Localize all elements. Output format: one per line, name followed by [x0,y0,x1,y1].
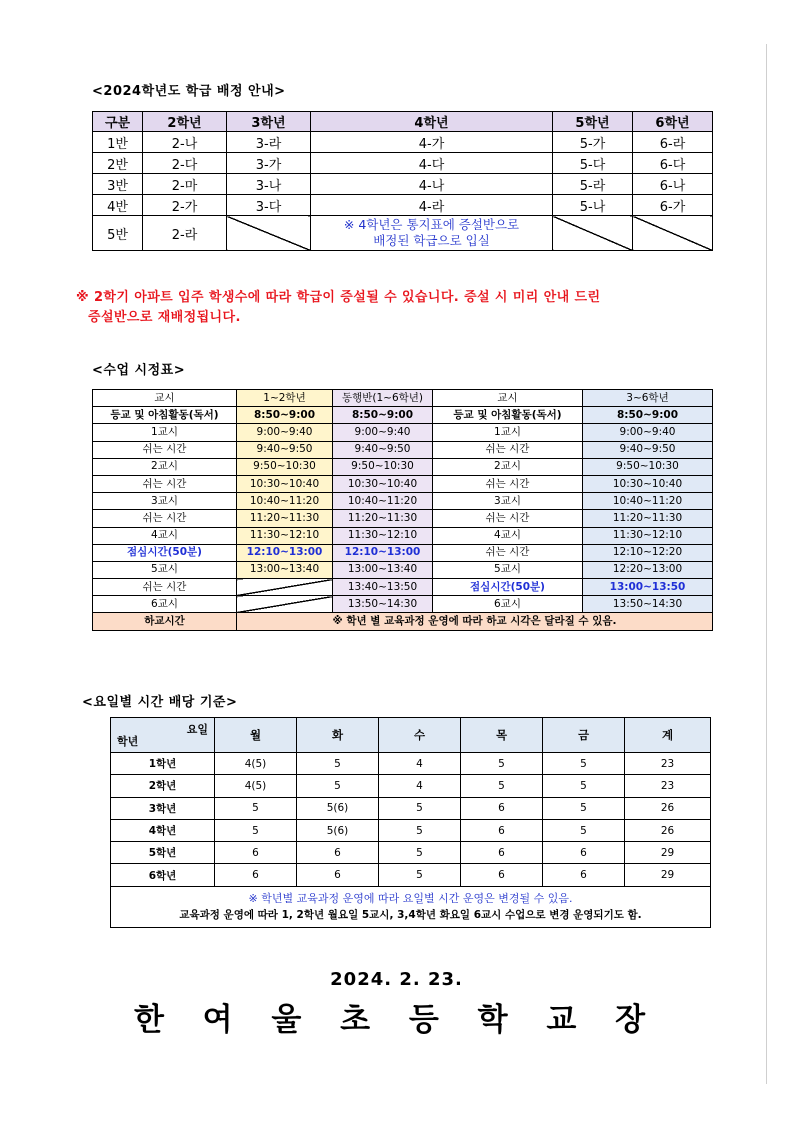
cell: 5 [543,819,625,841]
cell: 5 [461,753,543,775]
cell: 2교시 [433,458,583,475]
cell: 11:30~12:10 [237,527,333,544]
warning-line1: ※ 2학기 아파트 입주 학생수에 따라 학급이 증설될 수 있습니다. 증설 시 미리 안내 드린 [76,290,601,305]
cell: 29 [625,864,711,886]
header-cell: 6학년 [633,112,713,132]
cell: 5 [297,753,379,775]
cell: 6교시 [433,596,583,613]
cell: 2-다 [143,153,227,174]
cell: 6 [297,842,379,864]
cell: 6 [215,842,297,864]
weekday-note1: ※ 학년별 교육과정 운영에 따라 요일별 시간 운영은 변경될 수 있음. [248,891,573,905]
cell: 3-가 [227,153,311,174]
weekday-hours-title: <요일별 시간 배당 기준> [82,695,238,710]
cell: 10:30~10:40 [333,475,433,492]
cell: 6교시 [93,596,237,613]
cell: 9:40~9:50 [333,441,433,458]
cell: 5 [543,753,625,775]
cell: 쉬는 시간 [433,441,583,458]
table-header-row [93,112,713,132]
cell: 12:10~12:20 [583,544,713,561]
header-cell: 월 [215,718,297,753]
empty-slash-cell [633,216,713,251]
cell: 9:50~10:30 [333,458,433,475]
cell: 2교시 [93,458,237,475]
cell: 6-가 [633,195,713,216]
dismissal-label: 하교시간 [93,613,237,630]
table-row [93,527,713,544]
table-row [111,775,711,797]
cell: 5 [215,797,297,819]
header-cell: 1~2학년 [237,390,333,407]
cell: 쉬는 시간 [93,441,237,458]
table-footer-row [93,613,713,630]
table-row [111,753,711,775]
table-row [93,458,713,475]
header-cell: 5학년 [553,112,633,132]
header-cell: 계 [625,718,711,753]
header-cell: 교시 [93,390,237,407]
table-row [111,842,711,864]
cell: 5교시 [433,561,583,578]
table-footer-row [111,886,711,927]
cell: 13:40~13:50 [333,579,433,596]
cell: 2-가 [143,195,227,216]
header-cell: 목 [461,718,543,753]
cell: 5 [543,775,625,797]
table-row [93,407,713,424]
grade-day-corner-cell [111,718,215,753]
empty-slash-cell [553,216,633,251]
cell: 8:50~9:00 [237,407,333,424]
cell: 4-나 [311,174,553,195]
table-header-row [111,718,711,753]
cell: 10:30~10:40 [583,475,713,492]
warning-line2: 증설반으로 재배정됩니다. [88,310,241,325]
table-row [93,544,713,561]
cell: 4-라 [311,195,553,216]
cell: 6 [461,797,543,819]
table-row [93,441,713,458]
cell: 6 [297,864,379,886]
cell: 26 [625,797,711,819]
cell: 9:50~10:30 [583,458,713,475]
cell: 3-라 [227,132,311,153]
header-cell: 수 [379,718,461,753]
cell: 5-라 [553,174,633,195]
cell: 4(5) [215,753,297,775]
grade-label: 2학년 [111,775,215,797]
cell: 2-라 [143,216,227,251]
timetable [92,389,713,631]
cell: 쉬는 시간 [93,475,237,492]
cell: 5-다 [553,153,633,174]
cell: 5 [215,819,297,841]
timetable-title: <수업 시정표> [92,363,186,378]
cell: 10:40~11:20 [583,493,713,510]
cell: 2반 [93,153,143,174]
cell: 12:10~13:00 [237,544,333,561]
cell: 8:50~9:00 [333,407,433,424]
cell: 4교시 [93,527,237,544]
cell: 5 [461,775,543,797]
table-row [93,424,713,441]
grade-label: 5학년 [111,842,215,864]
cell: 3-다 [227,195,311,216]
grade-label: 1학년 [111,753,215,775]
class-assignment-table [92,111,713,251]
cell: 5 [379,864,461,886]
cell: 3반 [93,174,143,195]
cell: 23 [625,753,711,775]
grade4-note-line1: ※ 4학년은 통지표에 증설반으로 [343,217,520,232]
table-row [93,561,713,578]
cell: 11:20~11:30 [333,510,433,527]
cell: 29 [625,842,711,864]
table-row [93,510,713,527]
cell: 10:40~11:20 [333,493,433,510]
cell: 3-나 [227,174,311,195]
cell: 12:10~13:00 [333,544,433,561]
cell: 5 [543,797,625,819]
document-date: 2024. 2. 23. [330,969,463,990]
table-row [93,579,713,596]
corner-day-label: 요일 [186,723,208,736]
table-row [93,475,713,492]
class-assignment-title: <2024학년도 학급 배정 안내> [92,84,286,99]
cell: 3교시 [93,493,237,510]
cell: 11:20~11:30 [237,510,333,527]
cell: 4 [379,753,461,775]
cell: 점심시간(50분) [433,579,583,596]
weekday-hours-table [110,717,711,928]
cell: 5반 [93,216,143,251]
cell: 6 [461,819,543,841]
cell: 5 [379,842,461,864]
empty-slash-cell [237,579,333,596]
table-header-row [93,390,713,407]
table-row [93,174,713,195]
cell: 쉬는 시간 [433,510,583,527]
header-cell: 2학년 [143,112,227,132]
cell: 6 [543,842,625,864]
dismissal-note: ※ 학년 별 교육과정 운영에 따라 하교 시각은 달라질 수 있음. [237,613,713,630]
header-cell: 화 [297,718,379,753]
cell: 5(6) [297,797,379,819]
cell: 5교시 [93,561,237,578]
cell: 6 [461,864,543,886]
cell: 5 [297,775,379,797]
header-cell: 3학년 [227,112,311,132]
cell: 9:00~9:40 [333,424,433,441]
empty-slash-cell [237,596,333,613]
cell: 13:00~13:40 [333,561,433,578]
grade-label: 4학년 [111,819,215,841]
cell: 1교시 [433,424,583,441]
weekday-hours-note-cell [111,886,711,927]
cell: 4-다 [311,153,553,174]
cell: 점심시간(50분) [93,544,237,561]
cell: 5-가 [553,132,633,153]
cell: 10:30~10:40 [237,475,333,492]
cell: 1교시 [93,424,237,441]
table-row [111,864,711,886]
class-increase-warning [76,288,716,328]
corner-grade-label: 학년 [117,735,139,748]
cell: 5 [379,819,461,841]
header-cell: 교시 [433,390,583,407]
table-row [93,195,713,216]
cell: 등교 및 아침활동(독서) [433,407,583,424]
cell: 23 [625,775,711,797]
cell: 13:50~14:30 [583,596,713,613]
cell: 11:30~12:10 [583,527,713,544]
cell: 4-가 [311,132,553,153]
grade-label: 3학년 [111,797,215,819]
cell: 2-나 [143,132,227,153]
cell: 4교시 [433,527,583,544]
cell: 5-나 [553,195,633,216]
table-row [93,596,713,613]
cell: 10:40~11:20 [237,493,333,510]
cell: 등교 및 아침활동(독서) [93,407,237,424]
cell: 쉬는 시간 [93,510,237,527]
cell: 13:00~13:50 [583,579,713,596]
cell: 26 [625,819,711,841]
cell: 쉬는 시간 [433,544,583,561]
cell: 5 [379,797,461,819]
principal-signature: 한 여 울 초 등 학 교 장 [133,1002,660,1038]
table-row [111,819,711,841]
header-cell: 구분 [93,112,143,132]
table-row [93,153,713,174]
cell: 6 [461,842,543,864]
grade-label: 6학년 [111,864,215,886]
cell: 13:50~14:30 [333,596,433,613]
cell: 3교시 [433,493,583,510]
header-cell: 금 [543,718,625,753]
cell: 13:00~13:40 [237,561,333,578]
table-row [93,132,713,153]
grade4-note-cell [311,216,553,251]
cell: 8:50~9:00 [583,407,713,424]
cell: 11:30~12:10 [333,527,433,544]
cell: 9:50~10:30 [237,458,333,475]
cell: 12:20~13:00 [583,561,713,578]
cell: 쉬는 시간 [433,475,583,492]
empty-slash-cell [227,216,311,251]
cell: 9:00~9:40 [583,424,713,441]
cell: 4반 [93,195,143,216]
cell: 6-나 [633,174,713,195]
cell: 5(6) [297,819,379,841]
header-cell: 동행반(1~6학년) [333,390,433,407]
cell: 쉬는 시간 [93,579,237,596]
cell: 6 [543,864,625,886]
table-row [93,216,713,251]
cell: 2-마 [143,174,227,195]
cell: 6-라 [633,132,713,153]
header-cell: 4학년 [311,112,553,132]
weekday-note2: 교육과정 운영에 따라 1, 2학년 월요일 5교시, 3,4학년 화요일 6교시 수업으로 변경 운영되기도 함. [179,908,642,921]
cell: 9:40~9:50 [583,441,713,458]
cell: 1반 [93,132,143,153]
header-cell: 3~6학년 [583,390,713,407]
cell: 4(5) [215,775,297,797]
cell: 11:20~11:30 [583,510,713,527]
cell: 9:00~9:40 [237,424,333,441]
page-edge-line [766,44,767,1084]
cell: 6 [215,864,297,886]
table-row [93,493,713,510]
table-row [111,797,711,819]
grade4-note-line2: 배정된 학급으로 입실 [373,233,490,248]
cell: 9:40~9:50 [237,441,333,458]
cell: 6-다 [633,153,713,174]
cell: 4 [379,775,461,797]
